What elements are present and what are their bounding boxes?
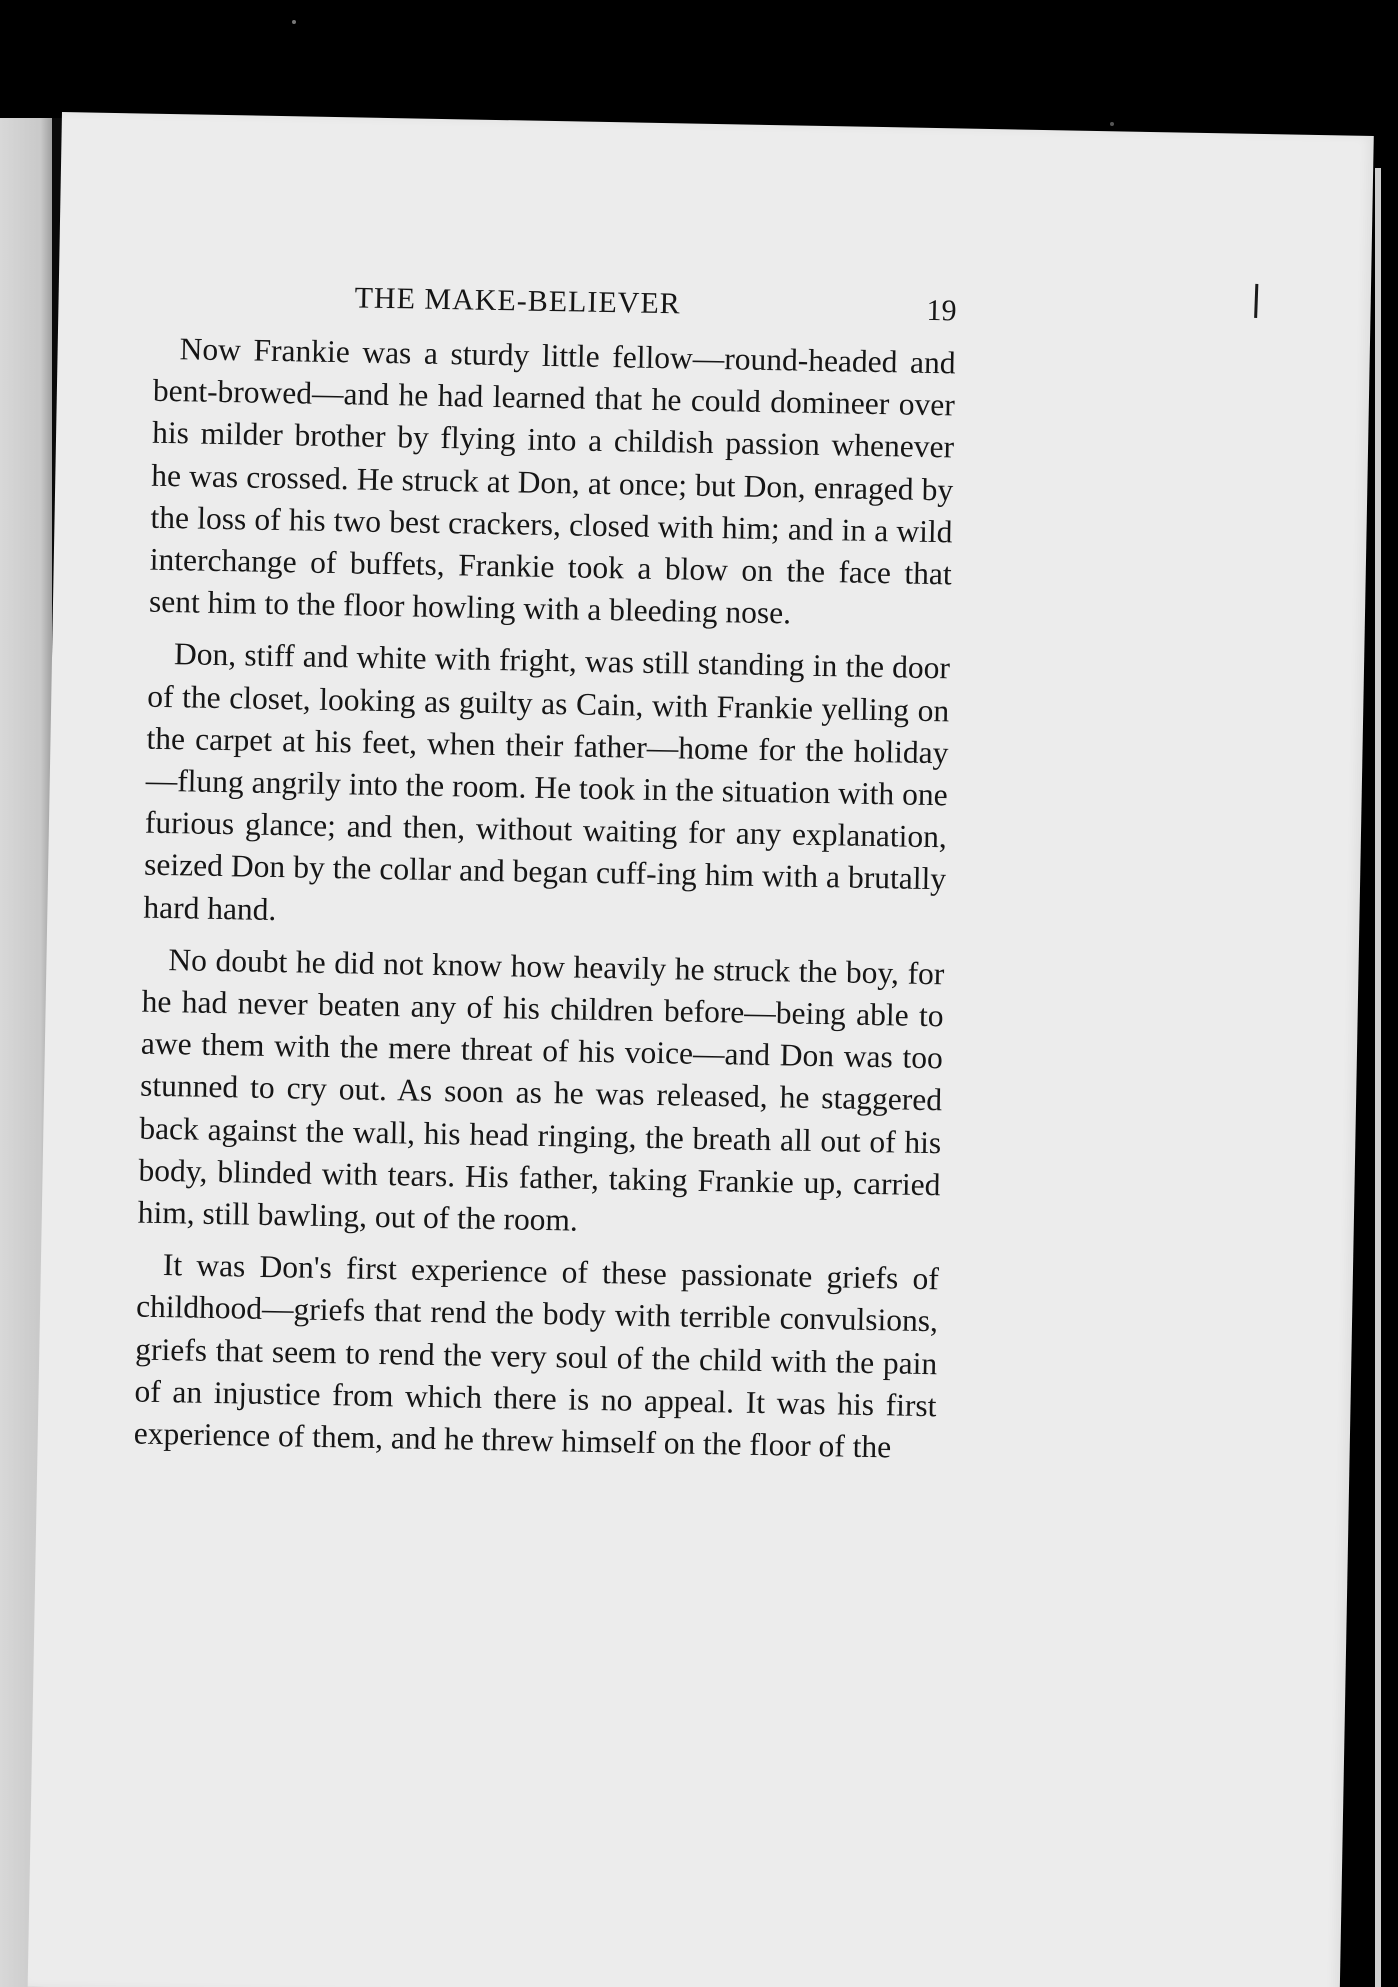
paragraph-2: Don, stiff and white with fright, was still standing in the door of the closet, looking as guilty as Cain, with Frankie yelling on the carpet at his feet, when their father—home for the holiday—flung angrily into the room. He took in the situation with one furious glance; and then, without waiting for any explanation, seized Don by the collar and began cuff-ing him with a brutally hard hand. — [143, 636, 951, 927]
running-title: THE MAKE-BELIEVER — [354, 281, 682, 321]
margin-mark — [1254, 284, 1258, 318]
page-fold-edge — [1375, 168, 1381, 1987]
paragraph-1: Now Frankie was a sturdy little fellow—round-headed and bent-browed—and he had learned that he could domineer over his milder brother by flying into a childish passion whenever he was crossed. He struck at Don, at once; but Don, enraged by the loss of his two best crackers, closed with him; and in a wild interchange of buffets, Frankie took a blow on the face that sent him to the floor howling with a bleeding nose. — [148, 331, 956, 631]
page-number: 19 — [926, 293, 957, 328]
paragraph-4: It was Don's first experience of these passionate griefs of childhood—griefs that rend the body with terrible convulsions, griefs that seem to rend the very soul of the child with the pain of an injustice from which there is no appeal. It was his first experience of them, and he threw himself on the floor of the — [133, 1247, 940, 1465]
book-page — [28, 112, 1374, 1987]
scan-speck — [1110, 122, 1114, 126]
running-head — [154, 274, 957, 339]
paragraph-3: No doubt he did not know how heavily he struck the boy, for he had never beaten any of his children before—being able to awe them with the mere threat of his voice—and Don was too stunned to cry out. As soon as he was released, he staggered back against the wall, his head ringing, the breath all out of his body, blinded with tears. His father, taking Frankie up, carried him, still bawling, out of the room. — [137, 941, 945, 1238]
scan-speck — [292, 20, 296, 24]
page-text — [133, 274, 957, 1480]
